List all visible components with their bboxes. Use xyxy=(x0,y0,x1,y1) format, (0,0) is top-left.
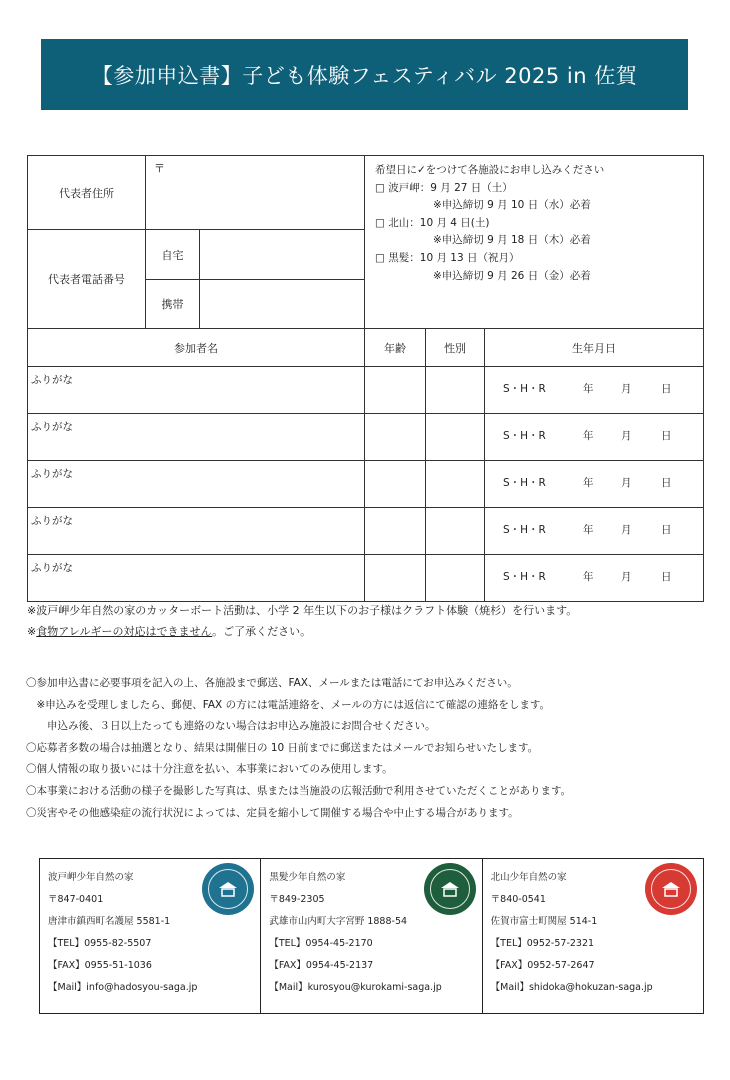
home-phone-label: 自宅 xyxy=(146,230,200,280)
contact-tel: 【TEL】0954-45-2170 xyxy=(269,938,373,949)
schedule-deadline-hokuzan: ※申込締切 9 月 18 日（木）必着 xyxy=(433,234,591,247)
contact-fax: 【FAX】0952-57-2647 xyxy=(490,960,595,971)
contact-mail[interactable]: 【Mail】kurosyou@kurokami-saga.jp xyxy=(269,982,442,993)
facility-seal-icon xyxy=(645,863,697,915)
participant-name-field[interactable] xyxy=(28,508,365,555)
gender-field[interactable] xyxy=(426,461,485,508)
home-phone-field[interactable] xyxy=(200,230,365,280)
furigana-label: ふりがな xyxy=(31,562,73,574)
age-field[interactable] xyxy=(365,414,426,461)
participant-name-field[interactable] xyxy=(28,555,365,602)
mobile-phone-field[interactable] xyxy=(200,280,365,329)
contact-tel: 【TEL】0955-82-5507 xyxy=(48,938,152,949)
contact-boxes xyxy=(39,858,704,1014)
day-label: 日 xyxy=(661,524,672,536)
era-label: S・H・R xyxy=(503,524,546,536)
gender-field[interactable] xyxy=(426,367,485,414)
contact-tel: 【TEL】0952-57-2321 xyxy=(490,938,595,949)
info-line: 〇応募者多数の場合は抽選となり、結果は開催日の 10 日前までに郵送またはメールでお知らせいたします。 xyxy=(26,741,539,754)
day-label: 日 xyxy=(661,430,672,442)
age-field[interactable] xyxy=(365,508,426,555)
contact-mail[interactable]: 【Mail】info@hadosyou-saga.jp xyxy=(48,982,198,993)
schedule-item-hadomisaki[interactable]: □ 波戸岬：9 月 27 日（土） xyxy=(375,181,513,194)
era-label: S・H・R xyxy=(503,571,546,583)
phone-label: 代表者電話番号 xyxy=(28,230,146,329)
year-label: 年 xyxy=(583,383,594,395)
contact-hokuzan xyxy=(482,859,703,1013)
schedule-box xyxy=(365,156,704,329)
month-label: 月 xyxy=(621,430,632,442)
age-field[interactable] xyxy=(365,367,426,414)
note-line: ※波戸岬少年自然の家のカッターボート活動は、小学 2 年生以下のお子様はクラフト体験（焼杉）を行います。 xyxy=(27,604,578,617)
participant-row xyxy=(28,414,704,461)
era-label: S・H・R xyxy=(503,383,546,395)
gender-field[interactable] xyxy=(426,508,485,555)
month-label: 月 xyxy=(621,383,632,395)
contact-postal: 〒849-2305 xyxy=(269,894,325,905)
schedule-item-kurokami[interactable]: □ 黒髪：10 月 13 日（祝月） xyxy=(375,251,520,264)
contact-postal: 〒840-0541 xyxy=(490,894,546,905)
info-line: 〇災害やその他感染症の流行状況によっては、定員を縮小して開催する場合や中止する場合があります。 xyxy=(26,806,519,819)
contact-fax: 【FAX】0954-45-2137 xyxy=(269,960,374,971)
contact-name: 黒髪少年自然の家 xyxy=(269,872,346,883)
age-field[interactable] xyxy=(365,555,426,602)
header-gender: 性別 xyxy=(426,329,485,367)
address-label: 代表者住所 xyxy=(28,156,146,230)
contact-address: 武雄市山内町大字宮野 1888-54 xyxy=(269,916,408,927)
info-line: 〇参加申込書に必要事項を記入の上、各施設まで郵送、FAX、メールまたは電話にてお申込みください。 xyxy=(26,677,518,689)
age-field[interactable] xyxy=(365,461,426,508)
year-label: 年 xyxy=(583,477,594,489)
facility-seal-icon xyxy=(424,863,476,915)
allergy-underline: 食物アレルギーの対応はできません xyxy=(36,625,213,638)
participant-name-field[interactable] xyxy=(28,461,365,508)
furigana-label: ふりがな xyxy=(31,374,73,386)
month-label: 月 xyxy=(621,477,632,489)
schedule-item-hokuzan[interactable]: □ 北山：10 月 4 日(土) xyxy=(375,216,490,229)
dob-field[interactable] xyxy=(485,461,704,508)
notes xyxy=(27,600,717,642)
month-label: 月 xyxy=(621,524,632,536)
facility-seal-icon xyxy=(202,863,254,915)
note-line: ※食物アレルギーの対応はできません。ご了承ください。 xyxy=(27,625,312,638)
info-list xyxy=(26,673,716,824)
dob-field[interactable] xyxy=(485,414,704,461)
info-line: 申込み後、３日以上たっても連絡のない場合はお申込み施設にお問合せください。 xyxy=(26,720,436,733)
header-age: 年齢 xyxy=(365,329,426,367)
contact-fax: 【FAX】0955-51-1036 xyxy=(48,960,152,971)
schedule-instruction: 希望日に✓をつけて各施設にお申し込みください xyxy=(375,164,605,176)
participant-row xyxy=(28,367,704,414)
schedule-deadline-hadomisaki: ※申込締切 9 月 10 日（水）必着 xyxy=(433,199,591,212)
info-line: 〇個人情報の取り扱いには十分注意を払い、本事業においてのみ使用します。 xyxy=(26,763,393,776)
participant-row xyxy=(28,555,704,602)
furigana-label: ふりがな xyxy=(31,468,73,480)
era-label: S・H・R xyxy=(503,477,546,489)
contact-kurokami xyxy=(260,859,481,1013)
furigana-label: ふりがな xyxy=(31,515,73,527)
participant-row xyxy=(28,508,704,555)
participant-name-field[interactable] xyxy=(28,414,365,461)
dob-field[interactable] xyxy=(485,367,704,414)
info-line: 〇本事業における活動の様子を撮影した写真は、県または当施設の広報活動で利用させていただくことがあります。 xyxy=(26,784,572,797)
contact-postal: 〒847-0401 xyxy=(48,894,104,905)
contact-address: 佐賀市富士町関屋 514-1 xyxy=(490,916,598,927)
header-participant-name: 参加者名 xyxy=(28,329,365,367)
schedule-deadline-kurokami: ※申込締切 9 月 26 日（金）必着 xyxy=(433,269,591,282)
day-label: 日 xyxy=(661,383,672,395)
contact-address: 唐津市鎮西町名護屋 5581-1 xyxy=(48,916,171,927)
year-label: 年 xyxy=(583,524,594,536)
address-field[interactable] xyxy=(146,156,365,230)
year-label: 年 xyxy=(583,430,594,442)
day-label: 日 xyxy=(661,571,672,583)
gender-field[interactable] xyxy=(426,414,485,461)
participant-name-field[interactable] xyxy=(28,367,365,414)
day-label: 日 xyxy=(661,477,672,489)
contact-mail[interactable]: 【Mail】shidoka@hokuzan-saga.jp xyxy=(490,982,653,993)
info-line: ※申込みを受理しましたら、郵便、FAX の方には電話連絡を、メールの方には返信にて確認の連絡をします。 xyxy=(26,698,551,711)
dob-field[interactable] xyxy=(485,555,704,602)
dob-field[interactable] xyxy=(485,508,704,555)
application-form xyxy=(27,155,704,602)
contact-name: 北山少年自然の家 xyxy=(490,872,567,883)
participant-row xyxy=(28,461,704,508)
gender-field[interactable] xyxy=(426,555,485,602)
postal-mark: 〒 xyxy=(154,162,165,175)
page-title: 【参加申込書】子ども体験フェスティバル 2025 in 佐賀 xyxy=(41,39,688,110)
month-label: 月 xyxy=(621,571,632,583)
era-label: S・H・R xyxy=(503,430,546,442)
mobile-phone-label: 携帯 xyxy=(146,280,200,329)
contact-hadomisaki xyxy=(40,859,260,1013)
furigana-label: ふりがな xyxy=(31,421,73,433)
contact-name: 波戸岬少年自然の家 xyxy=(48,872,134,883)
header-dob: 生年月日 xyxy=(485,329,704,367)
year-label: 年 xyxy=(583,571,594,583)
